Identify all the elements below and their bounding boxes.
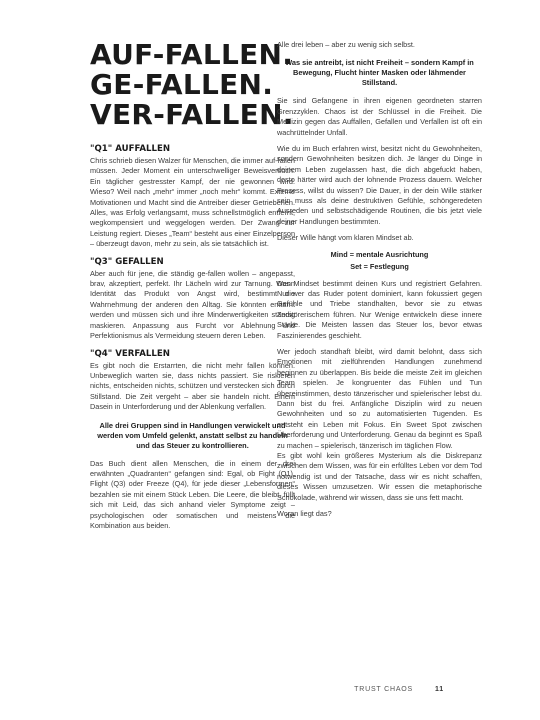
paragraph-question: Woran liegt das? xyxy=(277,509,332,519)
paragraph-course: Das Mindset bestimmt deinen Kurs und registriert Gefahren. Nur wer das Ruder potent dominiert, kann fokussiert gegen Gefühle und Triebe standhalten, bevor sie zu etwas Zerstörerischem führen. Nur Wenige entwickeln diese innere Stärke. Die Meisten lassen das Steuer los, bevor etwas Faszinierendes geschieht. xyxy=(277,278,482,340)
section-q1-title: "Q1" AUFFALLEN xyxy=(90,144,171,154)
right-column xyxy=(277,40,482,525)
headline xyxy=(90,40,295,130)
definition-mind: Mind = mentale Ausrichtung xyxy=(330,249,429,259)
section-q4-title: "Q4" VERFALLEN xyxy=(90,348,170,359)
pull-quote-right: Was sie antreibt, ist nicht Freiheit – sondern Kampf in Bewegung, Flucht hinter Masken oder lähmender Stillstand. xyxy=(285,58,474,88)
definition-set: Set = Festlegung xyxy=(350,262,409,272)
paragraph-mystery: Es gibt wohl kein größeres Mysterium als die Diskrepanz zwischen dem Wissen, was für ein erfülltes Leben vor dem Tod notwendig ist und der Tatsache, dass wir es nicht schaffen, dieses Wissen umzusetzen. Wir essen die metaphorische Schokolade, während wir wissen, dass sie uns fett macht. xyxy=(277,451,482,502)
footer-book-title: TRUST CHAOS xyxy=(354,686,413,693)
paragraph-reward: Wer jedoch standhaft bleibt, wird damit belohnt, dass sich Emotionen mit zielführenden Handlungen zunehmend beginnen zu überlappen. Bis beide die meiste Zeit im gleichen Team spielen. Je kongruenter das Fühlen und Tun übereinstimmen, desto tänzerischer und spielerischer lebst du. Dann bist du frei. Anfängliche Disziplin wird zu neuen Gewohnheiten und so zu automatisierten Tugenden. Es entsteht ein Leben mit Fokus. Ein Sweet Spot zwischen Überforderung und Unterforderung. Genau da beginnt es Spaß zu machen – spielerisch, tänzerisch im täglichen Flow. xyxy=(277,346,482,450)
left-column xyxy=(90,40,295,537)
pull-quote-left: Alle drei Gruppen sind in Handlungen verwickelt und werden vom Umfeld gelenkt, anstatt selbst zu handeln und das Steuer zu kontrollieren. xyxy=(97,420,288,450)
paragraph-habits: Wie du im Buch erfahren wirst, besitzt nicht du Gewohnheiten, sondern Gewohnheiten besitzen dich. Je länger du Dinge in deinem Leben zugelassen hast, die dich abgefuckt haben, desto härter wird auch der lohnende Prozess dauern. Welcher Prozess, willst du wissen? Die Dauer, in der dein Wille stärker sein muss als deine destruktiven Gefühle, schöngeredeten Ausreden und selbstschädigende Routinen, die bis jetzt viele deiner Handlungen bestimmten. xyxy=(277,144,482,226)
headline-line-1: AUF-FALLEN. xyxy=(90,38,294,71)
paragraph-prisoners: Sie sind Gefangene in ihren eigenen geordneten starren Grenzzyklen. Chaos ist der Schlüssel in die Freiheit. Die Medizin gegen das Auffallen, Gefallen und Verfallen ist oft ein wachrüttelnder Unfall. xyxy=(277,96,482,137)
page-footer xyxy=(354,686,444,693)
paragraph-mindset: Dieser Wille hängt vom klaren Mindset ab. xyxy=(277,233,414,243)
page-number: 11 xyxy=(435,686,444,693)
headline-line-3: VER-FALLEN. xyxy=(90,98,294,131)
paragraph-intro: Alle drei leben – aber zu wenig sich selbst. xyxy=(277,40,415,49)
section-q4-body: Es gibt noch die Erstarrten, die nicht mehr fallen können. Unbeweglich warten sie, dass nichts passiert. Sie riskieren nichts, entscheiden nichts, schützen und verstecken sich durch Stillstand. Die Zeit vergeht – aber sie handeln nicht. Einem Dasein in Unterforderung und der Ablenkung verfallen. xyxy=(90,360,295,412)
section-q1-body: Chris schrieb diesen Walzer für Menschen, die immer auf-fallen müssen. Jeder Moment ein unterschwelliger Beweisversuch. Ein täglicher gestresster Kampf, der nie gewonnen wird. Wieso? Weil nach „mehr“ immer „noch mehr“ kommt. Externe Motivationen und Macht sind die Antreiber dieser Getriebenen. Alles, was Erfolg verlangsamt, muss schnellstmöglich entfernt, wegkompensiert und weggelogen werden. Der Zwang zur Leistung regiert. Dieses „Team“ besteht aus einer Einzelperson – überzeugt davon, mehr zu sein, als sie tatsächlich ist. xyxy=(90,156,295,249)
section-q3-title: "Q3" GEFALLEN xyxy=(90,256,164,267)
headline-line-2: GE-FALLEN. xyxy=(90,68,274,101)
closing-paragraph: Das Buch dient allen Menschen, die in einem der drei erwähnten „Quadranten“ gefangen sind: Egal, ob Fight (Q1), Flight (Q3) oder Freeze (Q4), für jede dieser „Lebensformen“ bezahlen sie mit einem Stück Leben. Die Leere, die bleibt, füllt sich mit Leid, das sich anhand vieler Symptome zeigt – psychologischen oder somatischen und meistens die Kombination aus beiden. xyxy=(90,458,295,530)
section-q3-body: Aber auch für jene, die ständig ge-fallen wollen – angepasst, brav, akzeptiert, perfekt. Ihr Lächeln wird zur Tarnung. Wenn Identität das Produkt von Angst wird, bestimmt die Wahrnehmung der anderen den Alltag. Sie könnten enttarnt werden und müssen sich und ihre Minderwertigkeiten ständig maskieren. Anpassung aus Furcht vor Ablehnung und Perfektionismus als Vermeidung steuern deren Leben. xyxy=(90,268,295,341)
